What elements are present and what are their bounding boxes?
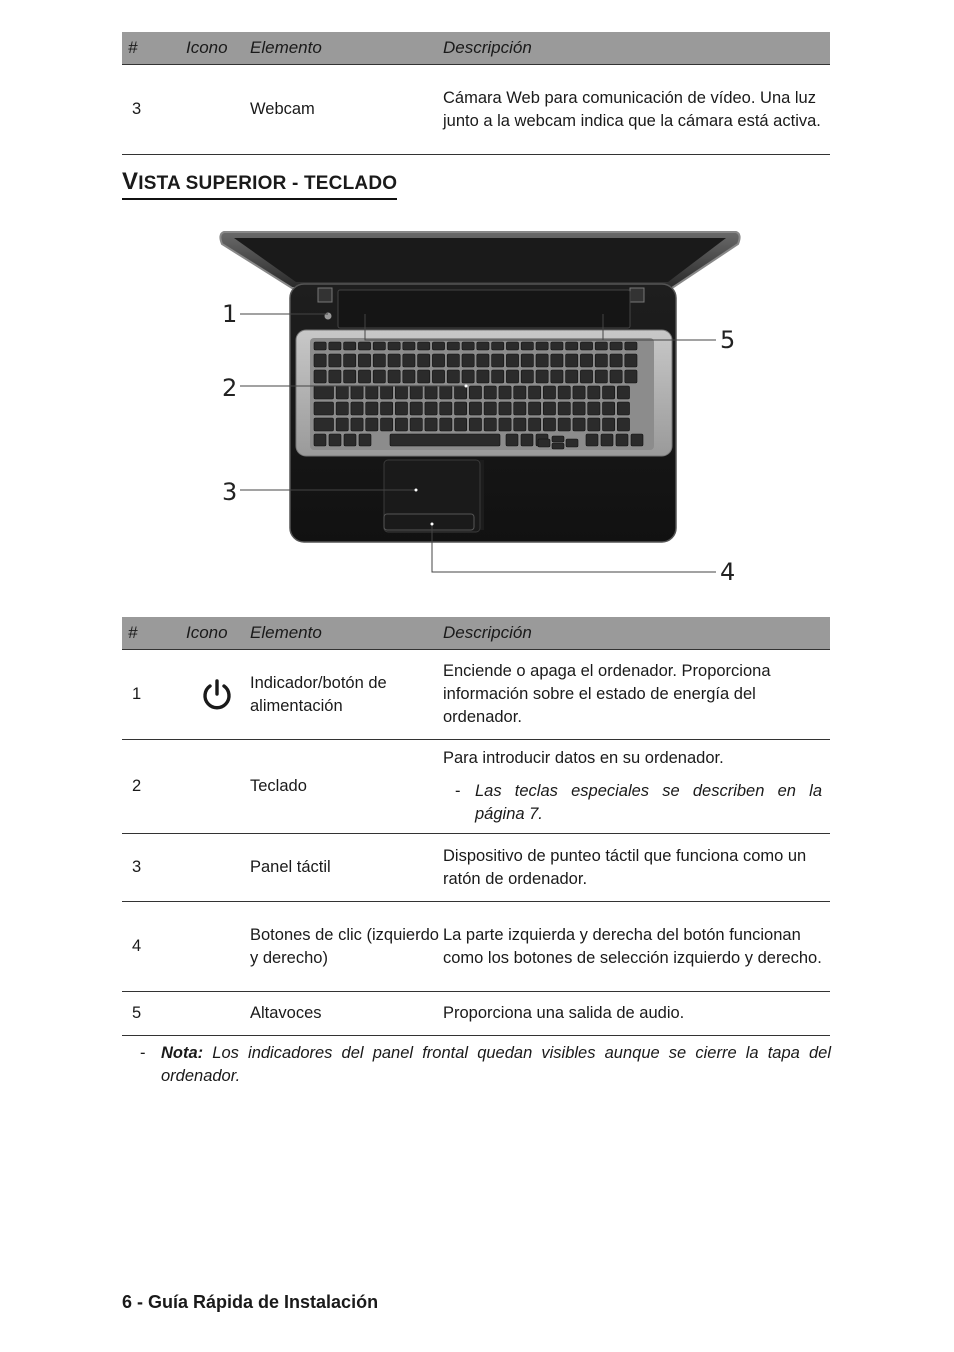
keyboard-key bbox=[359, 434, 371, 446]
keyboard-key bbox=[499, 386, 511, 399]
keyboard-key bbox=[573, 386, 585, 399]
row-icon-cell bbox=[184, 902, 250, 992]
table-header bbox=[122, 32, 830, 65]
keyboard-key bbox=[358, 342, 370, 350]
keyboard-key bbox=[603, 386, 615, 399]
page-footer: 6 - Guía Rápida de Instalación bbox=[122, 1292, 379, 1312]
keyboard-key bbox=[536, 354, 548, 367]
components-table bbox=[122, 617, 830, 1036]
header-description: Descripción bbox=[443, 617, 830, 650]
keyboard-key bbox=[447, 354, 459, 367]
keyboard-key bbox=[447, 342, 459, 350]
keyboard-key bbox=[469, 402, 481, 415]
keyboard-key bbox=[521, 434, 533, 446]
section-title-rest: ISTA SUPERIOR - TECLADO bbox=[138, 173, 398, 194]
header-element: Elemento bbox=[250, 32, 443, 65]
row-element: Altavoces bbox=[250, 992, 443, 1036]
row-num: 1 bbox=[122, 650, 184, 740]
table-header bbox=[122, 617, 830, 650]
keyboard-key bbox=[455, 402, 467, 415]
header-element: Elemento bbox=[250, 617, 443, 650]
keyboard-key bbox=[529, 402, 541, 415]
row-icon-cell bbox=[184, 992, 250, 1036]
footnote-dash: - bbox=[140, 1044, 146, 1062]
keyboard-key bbox=[314, 418, 334, 431]
keyboard-key bbox=[536, 370, 548, 383]
keyboard-key bbox=[566, 370, 578, 383]
keyboard-key bbox=[617, 386, 629, 399]
keyboard-key bbox=[595, 342, 607, 350]
keyboard-key bbox=[314, 386, 334, 399]
keyboard-key bbox=[514, 386, 526, 399]
keyboard-key bbox=[603, 402, 615, 415]
arrow-key bbox=[552, 436, 564, 442]
keyboard-key bbox=[529, 418, 541, 431]
section-title bbox=[122, 168, 397, 200]
header-description: Descripción bbox=[443, 32, 830, 65]
row-num: 4 bbox=[122, 902, 184, 992]
table-row bbox=[122, 902, 830, 992]
keyboard-key bbox=[588, 386, 600, 399]
keyboard-key bbox=[373, 342, 385, 350]
keyboard-key bbox=[358, 370, 370, 383]
keyboard-key bbox=[366, 418, 378, 431]
keyboard-key bbox=[447, 370, 459, 383]
keyboard-key bbox=[366, 402, 378, 415]
keyboard-key bbox=[425, 386, 437, 399]
keyboard-key bbox=[351, 418, 363, 431]
row-icon-cell bbox=[184, 65, 250, 155]
keyboard-key bbox=[344, 354, 356, 367]
row-num: 2 bbox=[122, 740, 184, 834]
keyboard-key bbox=[514, 418, 526, 431]
keyboard-key bbox=[418, 342, 430, 350]
laptop-top-view-figure bbox=[210, 222, 750, 592]
keyboard-key bbox=[506, 434, 518, 446]
callout-2: 2 bbox=[222, 374, 238, 402]
keyboard-key bbox=[625, 354, 637, 367]
keyboard-key bbox=[499, 402, 511, 415]
callout-3: 3 bbox=[222, 478, 238, 506]
keyboard-key bbox=[586, 434, 598, 446]
callout-4: 4 bbox=[720, 558, 736, 586]
keyboard-key bbox=[588, 402, 600, 415]
keyboard-key bbox=[388, 342, 400, 350]
row-sub-note bbox=[443, 780, 826, 826]
keyboard-key bbox=[551, 354, 563, 367]
row-element: Webcam bbox=[250, 65, 443, 155]
keyboard-key bbox=[373, 370, 385, 383]
footnote-body: Los indicadores del panel frontal quedan visibles aunque se cierre la tapa del ordenador. bbox=[161, 1044, 831, 1085]
keyboard-key bbox=[336, 402, 348, 415]
keyboard-key bbox=[381, 386, 393, 399]
power-icon bbox=[199, 677, 235, 713]
keyboard-key bbox=[558, 402, 570, 415]
keyboard-key bbox=[506, 370, 518, 383]
keyboard-key bbox=[477, 342, 489, 350]
keyboard-key bbox=[631, 434, 643, 446]
table-row bbox=[122, 650, 830, 740]
keyboard-key bbox=[580, 342, 592, 350]
header-num: # bbox=[122, 617, 184, 650]
row-icon-cell bbox=[184, 834, 250, 902]
keyboard-key bbox=[329, 434, 341, 446]
keyboard-key bbox=[580, 354, 592, 367]
keyboard-key bbox=[418, 354, 430, 367]
keyboard-key bbox=[625, 342, 637, 350]
keyboard-key bbox=[395, 418, 407, 431]
touchpad-right bbox=[480, 460, 484, 530]
keyboard-key bbox=[440, 402, 452, 415]
arrow-key bbox=[538, 439, 550, 447]
keyboard-key bbox=[558, 386, 570, 399]
keyboard-key bbox=[462, 370, 474, 383]
keyboard-key bbox=[601, 434, 613, 446]
keyboard-key bbox=[580, 370, 592, 383]
row-element: Botones de clic (izquierdo y derecho) bbox=[250, 902, 443, 992]
keyboard-key bbox=[381, 402, 393, 415]
keyboard-key bbox=[566, 354, 578, 367]
keyboard-key bbox=[366, 386, 378, 399]
keyboard-key bbox=[336, 386, 348, 399]
keyboard-key bbox=[410, 418, 422, 431]
keyboard-key bbox=[551, 370, 563, 383]
keyboard-key bbox=[484, 386, 496, 399]
keyboard-key bbox=[514, 402, 526, 415]
table-row bbox=[122, 65, 830, 155]
row-description: Enciende o apaga el ordenador. Proporciona información sobre el estado de energía del ordenador. bbox=[443, 650, 830, 740]
row-num: 5 bbox=[122, 992, 184, 1036]
keyboard-key bbox=[617, 418, 629, 431]
keyboard-key bbox=[543, 418, 555, 431]
keyboard-key bbox=[484, 418, 496, 431]
keyboard-key bbox=[388, 370, 400, 383]
keyboard-key bbox=[610, 342, 622, 350]
keyboard-key bbox=[521, 342, 533, 350]
keyboard-key bbox=[573, 402, 585, 415]
keyboard-key bbox=[551, 342, 563, 350]
keyboard-key bbox=[344, 342, 356, 350]
row-element: Panel táctil bbox=[250, 834, 443, 902]
keyboard-key bbox=[314, 342, 326, 350]
keyboard-key bbox=[336, 418, 348, 431]
sub-note-dash: - bbox=[455, 782, 461, 800]
row-description: Para introducir datos en su ordenador. bbox=[443, 749, 724, 767]
keyboard-key bbox=[543, 386, 555, 399]
table-row bbox=[122, 992, 830, 1036]
keyboard-key bbox=[462, 342, 474, 350]
row-num: 3 bbox=[122, 834, 184, 902]
footnote-text bbox=[161, 1042, 831, 1088]
keyboard-key bbox=[506, 354, 518, 367]
keyboard-key bbox=[425, 402, 437, 415]
callout-1: 1 bbox=[222, 300, 238, 328]
keyboard-key bbox=[558, 418, 570, 431]
row-icon-cell bbox=[184, 650, 250, 740]
keyboard-key bbox=[410, 386, 422, 399]
keyboard-key bbox=[410, 402, 422, 415]
row-element: Indicador/botón de alimentación bbox=[250, 650, 443, 740]
keyboard-key bbox=[595, 354, 607, 367]
arrow-key bbox=[566, 439, 578, 447]
keyboard-key bbox=[314, 370, 326, 383]
keyboard-key bbox=[477, 370, 489, 383]
keyboard-key bbox=[506, 342, 518, 350]
keyboard-key bbox=[616, 434, 628, 446]
keyboard-key bbox=[329, 354, 341, 367]
row-description-cell bbox=[443, 740, 830, 834]
row-description: Cámara Web para comunicación de vídeo. Una luz junto a la webcam indica que la cámara está activa. bbox=[443, 65, 830, 155]
keyboard-key bbox=[492, 354, 504, 367]
row-description: La parte izquierda y derecha del botón funcionan como los botones de selección izquierdo y derecho. bbox=[443, 902, 830, 992]
row-num: 3 bbox=[122, 65, 184, 155]
click-buttons bbox=[384, 514, 474, 530]
keyboard-key bbox=[595, 370, 607, 383]
keyboard-key bbox=[566, 342, 578, 350]
keyboard-key bbox=[425, 418, 437, 431]
row-description: Proporciona una salida de audio. bbox=[443, 992, 830, 1036]
keyboard-key bbox=[469, 418, 481, 431]
keyboard-key bbox=[373, 354, 385, 367]
keyboard-key bbox=[492, 342, 504, 350]
keyboard-key bbox=[329, 342, 341, 350]
keyboard-key bbox=[625, 370, 637, 383]
keyboard-key bbox=[603, 418, 615, 431]
keyboard-key bbox=[314, 434, 326, 446]
keyboard-key bbox=[432, 370, 444, 383]
table-row bbox=[122, 740, 830, 834]
space-bar bbox=[390, 434, 500, 446]
keyboard-key bbox=[329, 370, 341, 383]
keyboard-key bbox=[440, 418, 452, 431]
arrow-key bbox=[552, 443, 564, 449]
sub-note-text: Las teclas especiales se describen en la página 7. bbox=[475, 782, 822, 823]
section-title-initial: V bbox=[122, 168, 139, 195]
keyboard-key bbox=[351, 402, 363, 415]
footnote bbox=[140, 1042, 831, 1088]
keyboard-key bbox=[610, 354, 622, 367]
keyboard-key bbox=[469, 386, 481, 399]
keyboard-key bbox=[484, 402, 496, 415]
keyboard-key bbox=[344, 434, 356, 446]
callout-5: 5 bbox=[720, 326, 736, 354]
header-icon: Icono bbox=[184, 32, 250, 65]
keyboard-key bbox=[351, 386, 363, 399]
keyboard-key bbox=[432, 354, 444, 367]
keyboard-key bbox=[344, 370, 356, 383]
speaker-bar bbox=[338, 290, 630, 328]
keyboard-key bbox=[492, 370, 504, 383]
keyboard-key bbox=[455, 418, 467, 431]
row-element: Teclado bbox=[250, 740, 443, 834]
keyboard-key bbox=[403, 354, 415, 367]
webcam-table bbox=[122, 32, 830, 155]
keyboard-key bbox=[403, 342, 415, 350]
keyboard-key bbox=[543, 402, 555, 415]
keyboard-key bbox=[403, 370, 415, 383]
keyboard-key bbox=[477, 354, 489, 367]
keyboard-key bbox=[418, 370, 430, 383]
keyboard-key bbox=[617, 402, 629, 415]
row-description: Dispositivo de punteo táctil que funciona como un ratón de ordenador. bbox=[443, 834, 830, 902]
keyboard-key bbox=[381, 418, 393, 431]
keyboard-key bbox=[388, 354, 400, 367]
keyboard-key bbox=[455, 386, 467, 399]
keyboard-key bbox=[440, 386, 452, 399]
keyboard-key bbox=[573, 418, 585, 431]
keyboard-key bbox=[395, 402, 407, 415]
keyboard-key bbox=[314, 402, 334, 415]
keyboard-key bbox=[521, 354, 533, 367]
header-num: # bbox=[122, 32, 184, 65]
keyboard-key bbox=[588, 418, 600, 431]
header-icon: Icono bbox=[184, 617, 250, 650]
keyboard-key bbox=[314, 354, 326, 367]
keyboard-key bbox=[536, 342, 548, 350]
keyboard-key bbox=[358, 354, 370, 367]
footnote-label: Nota: bbox=[161, 1044, 204, 1062]
keyboard-key bbox=[395, 386, 407, 399]
table-row bbox=[122, 834, 830, 902]
keyboard-key bbox=[521, 370, 533, 383]
keyboard-key bbox=[499, 418, 511, 431]
keyboard-key bbox=[432, 342, 444, 350]
keyboard-key bbox=[462, 354, 474, 367]
row-icon-cell bbox=[184, 740, 250, 834]
keyboard-key bbox=[529, 386, 541, 399]
keyboard-key bbox=[610, 370, 622, 383]
